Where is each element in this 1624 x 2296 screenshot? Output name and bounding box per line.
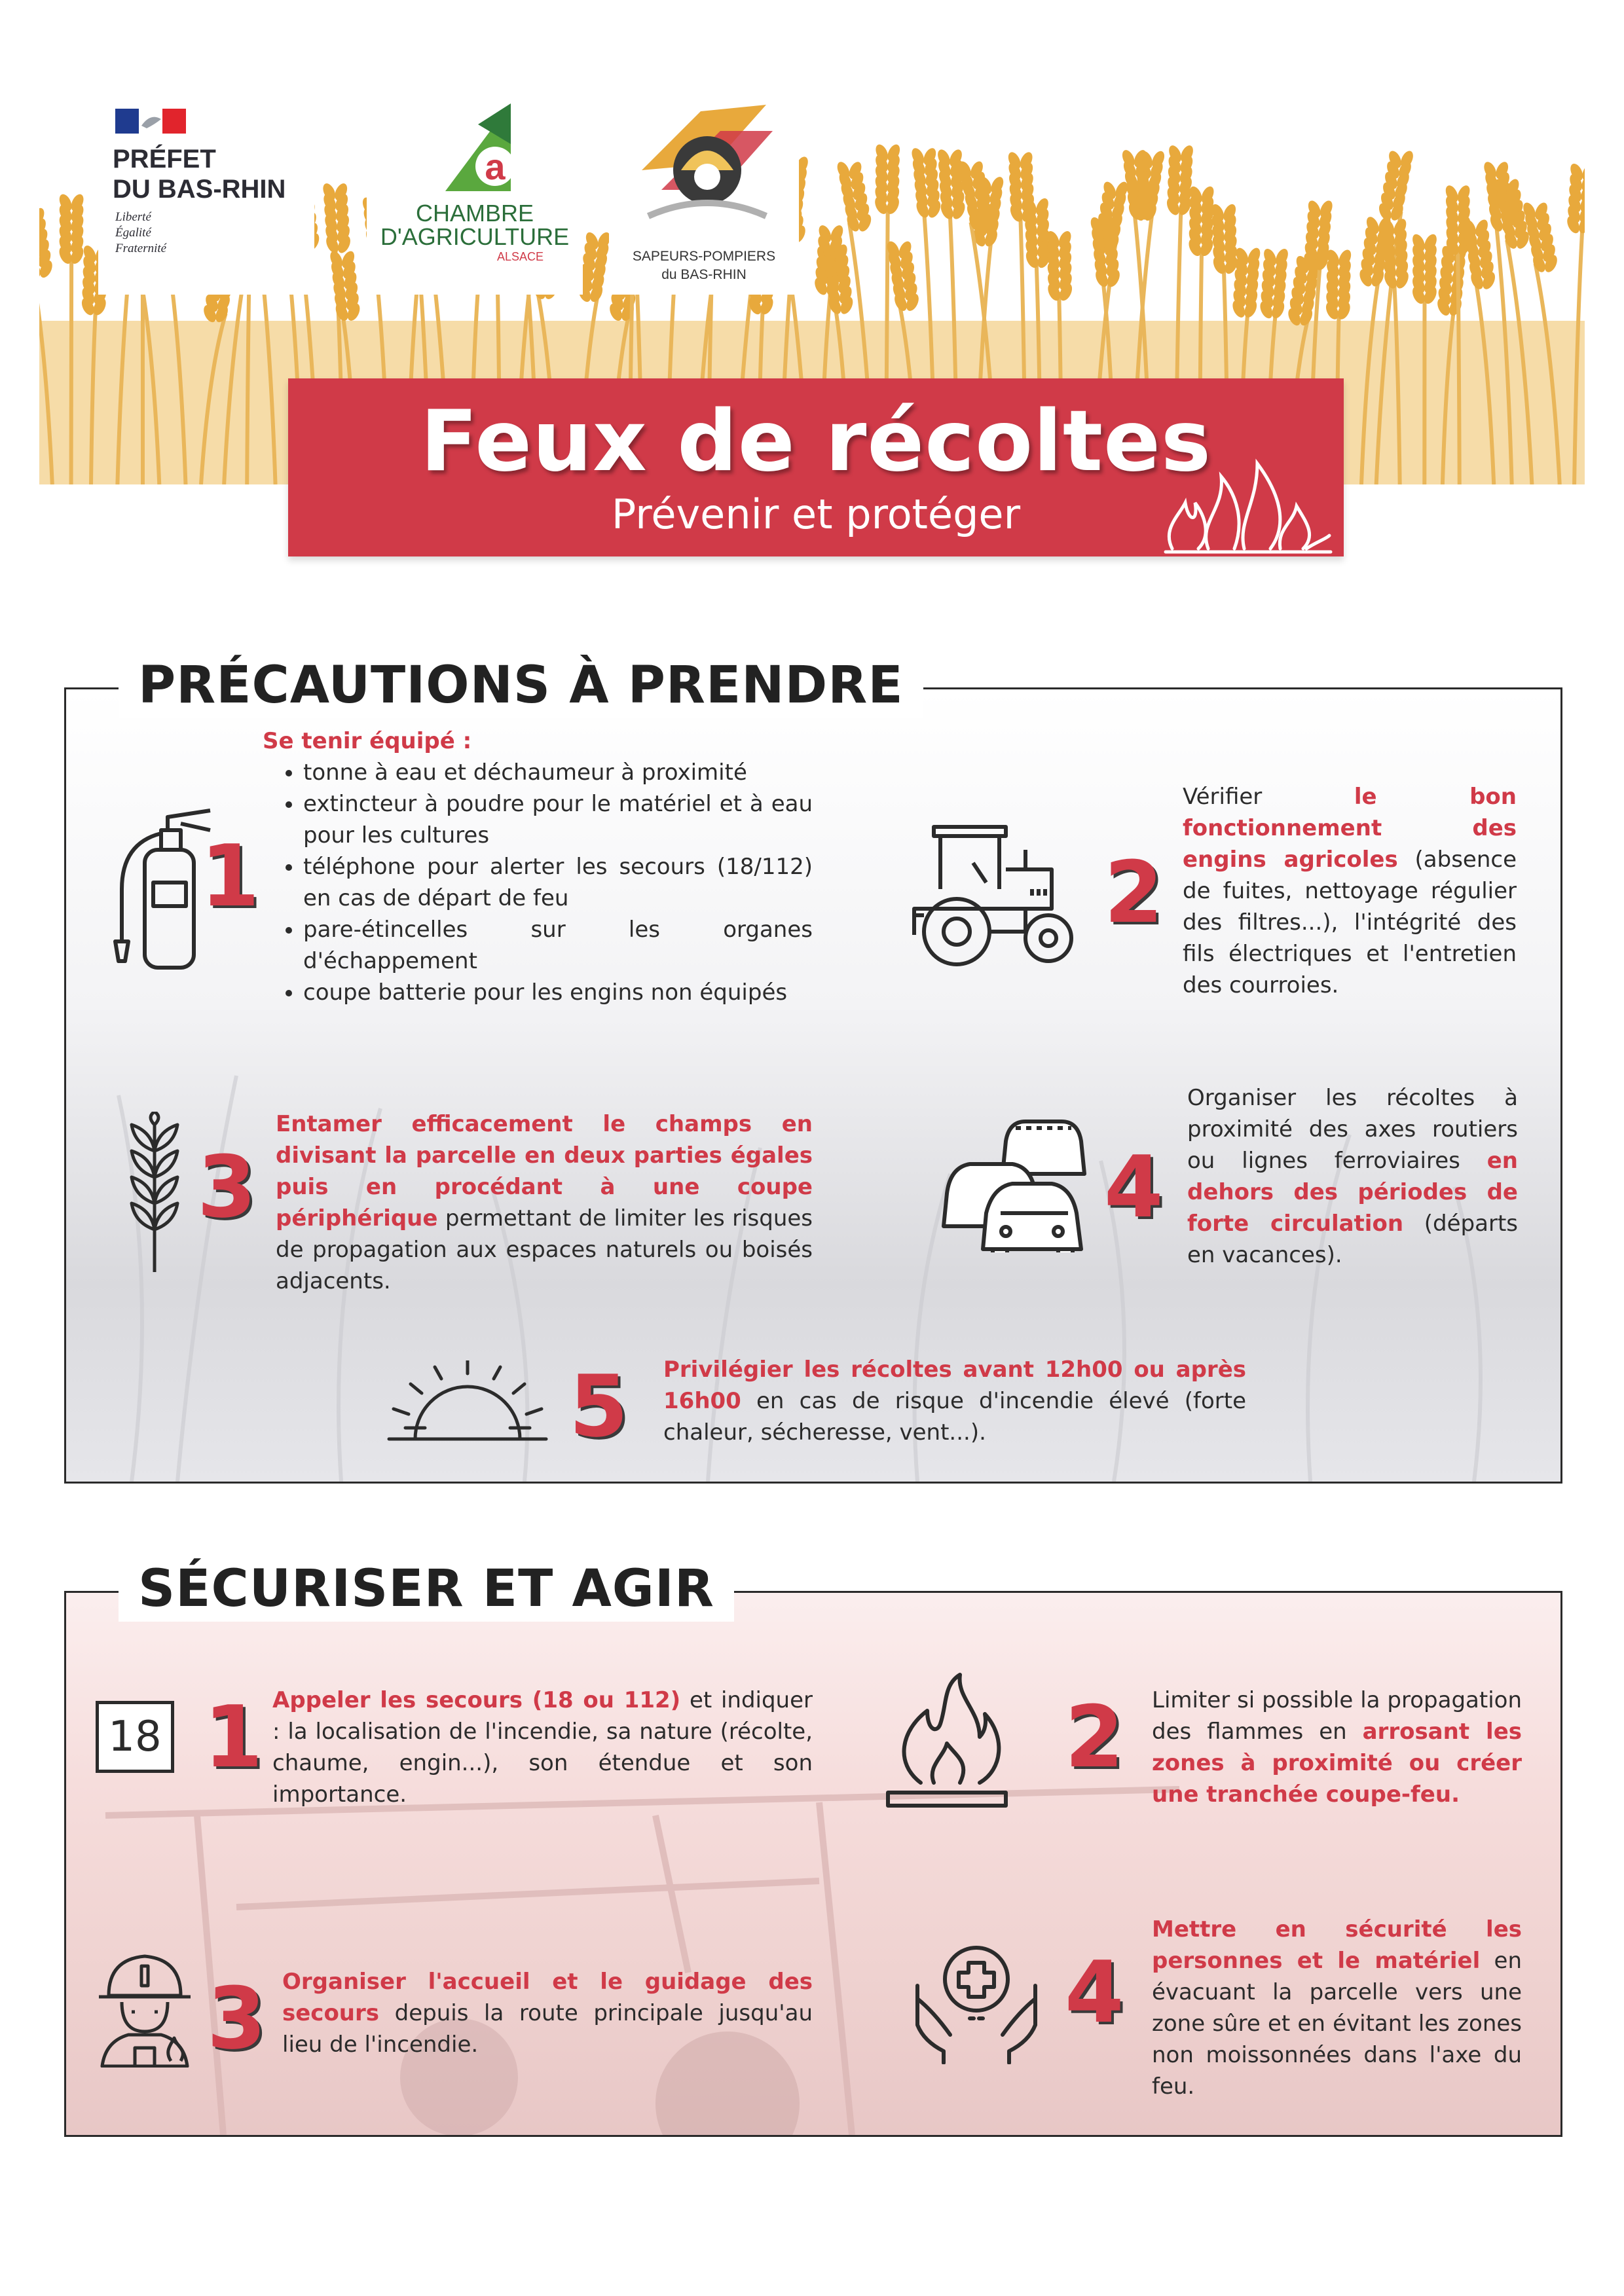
list-item: • coupe batterie pour les engins non équipés bbox=[303, 977, 813, 1008]
chambre-agriculture-logo bbox=[367, 85, 583, 295]
precaution-number-4: 4 bbox=[1104, 1137, 1164, 1237]
fire-extinguisher-icon bbox=[96, 804, 213, 974]
chambre-line3: ALSACE bbox=[496, 250, 544, 263]
highlight: Privilégier les récoltes avant 12h00 ou après 16h00 bbox=[663, 1357, 1246, 1414]
highlight: Mettre en sécurité les personnes et le matériel bbox=[1152, 1916, 1522, 1974]
title-banner bbox=[288, 378, 1344, 556]
tractor-icon bbox=[908, 824, 1084, 971]
precautions-heading: PRÉCAUTIONS À PRENDRE bbox=[119, 653, 923, 718]
sapeurs-pompiers-logo bbox=[609, 85, 799, 295]
wheat-icon bbox=[115, 1112, 194, 1272]
firefighter-helmet-emblem-icon bbox=[622, 92, 786, 236]
securiser-item-2: Limiter si possible la propagation des flammes en arrosant les zones à proximité ou créer une tranchée coupe-feu. bbox=[1152, 1687, 1522, 1808]
prefet-motto: Liberté Égalité Fraternité bbox=[115, 210, 167, 255]
securiser-number-3: 3 bbox=[207, 1969, 267, 2068]
list-item: • extincteur à poudre pour le matériel et à eau pour les cultures bbox=[303, 788, 813, 851]
sdis-line2: du BAS-RHIN bbox=[661, 267, 747, 282]
securiser-number-2: 2 bbox=[1065, 1687, 1124, 1787]
highlight: le bon fonctionnement des engins agricoles bbox=[1183, 784, 1517, 873]
traffic-cars-icon bbox=[940, 1115, 1088, 1252]
securiser-number-4: 4 bbox=[1065, 1942, 1124, 2042]
list-item: • tonne à eau et déchaumeur à proximité bbox=[303, 757, 813, 788]
precaution-1-title: Se tenir équipé : bbox=[263, 728, 472, 754]
firefighter-icon bbox=[96, 1950, 194, 2068]
safety-hands-icon bbox=[911, 1927, 1042, 2064]
precaution-item-2: Vérifier le bon fonctionnement des engins agricoles (absence de fuites, nettoyage régulier des filtres...), l'intégrité des fils électriques et l'entretien des courroies. bbox=[1183, 784, 1517, 998]
marianne-flag-icon bbox=[115, 106, 187, 136]
securiser-section bbox=[64, 1559, 1562, 2137]
highlight: arrosant les zones à proximité ou créer une tranchée coupe-feu. bbox=[1152, 1719, 1522, 1808]
highlight: en dehors des périodes de forte circulation bbox=[1187, 1148, 1518, 1237]
svg-text:a: a bbox=[485, 146, 506, 187]
precautions-section bbox=[64, 656, 1562, 1484]
securiser-heading: SÉCURISER ET AGIR bbox=[119, 1556, 734, 1622]
precaution-number-2: 2 bbox=[1104, 843, 1164, 942]
precaution-item-5: Privilégier les récoltes avant 12h00 ou après 16h00 en cas de risque d'incendie élevé (forte chaleur, sécheresse, vent...). bbox=[663, 1357, 1246, 1446]
securiser-item-3: Organiser l'accueil et le guidage des secours depuis la route principale jusqu'au lieu de l'incendie. bbox=[282, 1969, 813, 2058]
fire-icon bbox=[881, 1671, 1012, 1809]
chambre-line1: CHAMBRE bbox=[415, 200, 534, 227]
securiser-item-4: Mettre en sécurité les personnes et le matériel en évacuant la parcelle vers une zone sûre et en évitant les zones non moissonnées dans l'axe du feu. bbox=[1152, 1916, 1522, 2100]
precaution-number-3: 3 bbox=[197, 1137, 257, 1237]
prefet-logo bbox=[98, 85, 314, 295]
flame-outline-icon bbox=[1159, 424, 1336, 555]
precaution-number-5: 5 bbox=[569, 1357, 629, 1456]
equipment-list bbox=[263, 757, 813, 1008]
list-item: • pare-étincelles sur les organes d'échappement bbox=[303, 914, 813, 977]
precaution-number-1: 1 bbox=[200, 826, 260, 926]
chambre-a-icon bbox=[432, 98, 524, 196]
highlight: Appeler les secours (18 ou 112) bbox=[272, 1687, 681, 1713]
precaution-item-1 bbox=[263, 725, 813, 1008]
emergency-18-icon: 18 bbox=[96, 1701, 174, 1773]
sun-horizon-icon bbox=[386, 1360, 549, 1446]
highlight: Entamer efficacement le champs en divisant la parcelle en deux parties égales puis en procédant à une coupe périphérique bbox=[276, 1111, 813, 1231]
page-title: Feux de récoltes bbox=[420, 393, 1212, 490]
header bbox=[0, 0, 1624, 576]
precaution-item-4: Organiser les récoltes à proximité des axes routiers ou lignes ferroviaires en dehors des périodes de forte circulation (départs en vacances). bbox=[1187, 1085, 1518, 1268]
securiser-number-1: 1 bbox=[204, 1687, 263, 1787]
sdis-line1: SAPEURS-POMPIERS bbox=[632, 249, 776, 264]
page-subtitle: Prévenir et protéger bbox=[611, 490, 1021, 538]
list-item: • téléphone pour alerter les secours (18/112) en cas de départ de feu bbox=[303, 851, 813, 914]
prefet-name: PRÉFET DU BAS-RHIN bbox=[113, 145, 286, 204]
precaution-item-3: Entamer efficacement le champs en divisant la parcelle en deux parties égales puis en procédant à une coupe périphérique permettant de limiter les risques de propagation aux espaces naturels ou boisés adjacents. bbox=[276, 1111, 813, 1294]
securiser-item-1: Appeler les secours (18 ou 112) et indiquer : la localisation de l'incendie, sa nature (récolte, chaume, engin...), son étendue et son importance. bbox=[272, 1687, 813, 1808]
chambre-line2: D'AGRICULTURE bbox=[380, 223, 570, 250]
highlight: Organiser l'accueil et le guidage des secours bbox=[282, 1969, 813, 2026]
